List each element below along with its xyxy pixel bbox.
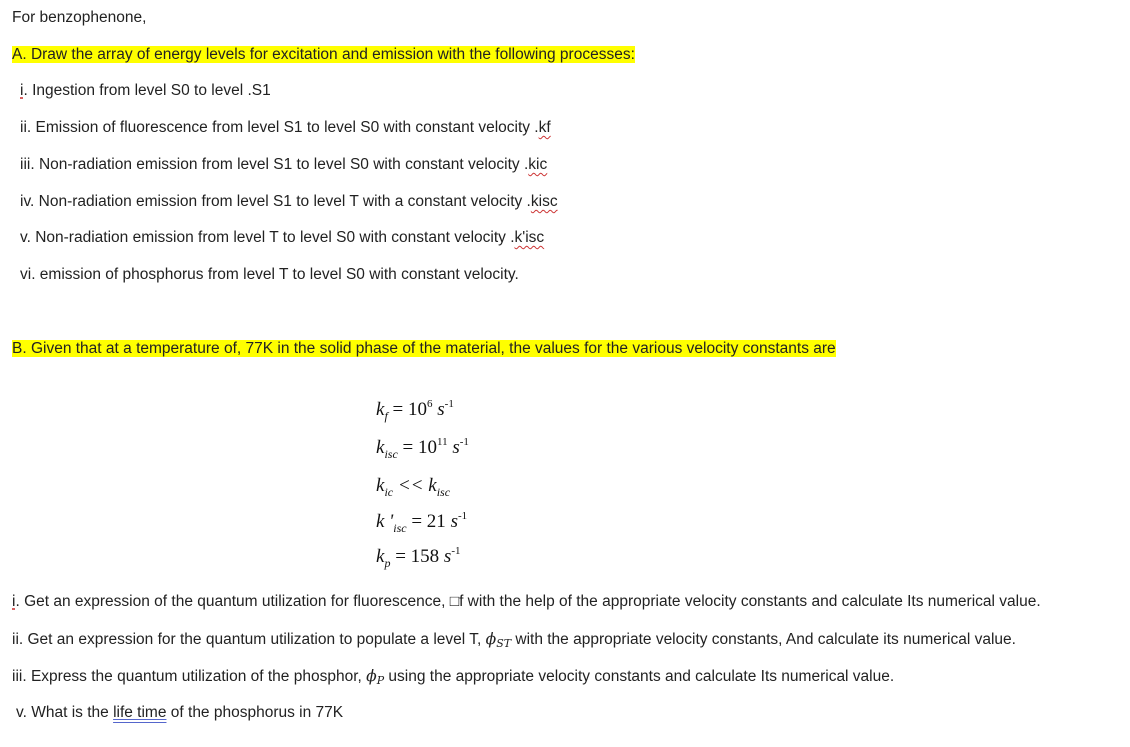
item-3-constant: kic xyxy=(528,156,548,173)
item-1-marker: i xyxy=(20,82,24,99)
question-1-marker: i xyxy=(12,593,16,610)
part-a-item-3 xyxy=(20,155,547,175)
eq-exp: 6 xyxy=(427,398,433,410)
part-a-heading xyxy=(12,45,635,65)
eq-rel: = 21 xyxy=(411,511,446,532)
equation-kprime-isc xyxy=(376,511,467,535)
phi-p-subscript: P xyxy=(376,674,385,687)
eq-sub: ic xyxy=(384,485,394,499)
eq-sub: isc xyxy=(384,447,398,461)
phi-st-subscript: ST xyxy=(496,637,512,650)
question-3-text: iii. Express the quantum utilization of the phosphor, xyxy=(12,668,367,685)
phi-st-symbol: ϕ xyxy=(485,630,497,648)
item-6-text: vi. emission of phosphorus from level T to level S0 with constant velocity. xyxy=(20,266,519,283)
phi-f-symbol: □f xyxy=(449,593,464,610)
eq-rel: << k xyxy=(397,475,437,496)
eq-unit-exp: -1 xyxy=(459,436,469,448)
eq-sub: f xyxy=(384,409,388,423)
question-5-text: v. What is the xyxy=(16,704,114,721)
part-a-item-1 xyxy=(20,81,271,101)
question-2-text-end: with the appropriate velocity constants, And calculate its numerical value. xyxy=(511,631,1016,648)
eq-unit: s xyxy=(452,437,460,458)
intro-line: For benzophenone, xyxy=(12,9,147,26)
eq-unit-exp: -1 xyxy=(444,398,454,410)
eq-k: k xyxy=(376,546,385,567)
question-5-text-end: of the phosphorus in 77K xyxy=(166,704,344,721)
item-3-text: iii. Non-radiation emission from level S1 to level S0 with constant velocity . xyxy=(20,156,529,173)
eq-k: k xyxy=(376,437,385,458)
item-4-constant: kisc xyxy=(530,193,558,210)
eq-k: k xyxy=(376,399,385,420)
part-b-heading xyxy=(12,339,836,359)
question-3 xyxy=(12,666,894,688)
question-5 xyxy=(16,703,343,723)
question-3-text-end: using the appropriate velocity constants and calculate Its numerical value. xyxy=(384,668,895,685)
equation-kp xyxy=(376,546,460,570)
eq-unit-exp: -1 xyxy=(451,545,461,557)
eq-k: k ' xyxy=(376,511,394,532)
part-a-item-4 xyxy=(20,192,558,212)
eq-unit: s xyxy=(450,511,458,532)
phi-p-symbol: ϕ xyxy=(366,667,377,685)
eq-unit-exp: -1 xyxy=(457,510,468,522)
eq-exp: 11 xyxy=(437,436,448,448)
part-a-item-2 xyxy=(20,118,551,138)
eq-unit: s xyxy=(437,399,445,420)
question-1-text: . Get an expression of the quantum utilization for fluorescence, xyxy=(15,593,450,610)
item-1-text: . Ingestion from level S0 to level .S1 xyxy=(23,82,271,99)
eq-sub: isc xyxy=(393,521,407,535)
item-2-text: ii. Emission of fluorescence from level S1 to level S0 with constant velocity . xyxy=(20,119,539,136)
eq-rel: = 10 xyxy=(402,437,437,458)
equation-kic xyxy=(376,475,450,498)
part-b-heading-text: B. Given that at a temperature of, 77K in the solid phase of the material, the values for the various velocity constants are xyxy=(12,340,836,357)
part-a-item-5 xyxy=(20,228,544,248)
question-1 xyxy=(12,592,1041,612)
item-5-text: v. Non-radiation emission from level T to level S0 with constant velocity . xyxy=(20,229,515,246)
item-4-text: iv. Non-radiation emission from level S1 to level T with a constant velocity . xyxy=(20,193,531,210)
item-5-constant: k'isc xyxy=(514,229,545,246)
eq-rhs-sub: isc xyxy=(436,485,451,499)
life-time-term: life time xyxy=(113,704,167,721)
part-a-item-6 xyxy=(20,265,519,285)
question-2 xyxy=(12,629,1016,651)
question-1-text-end: with the help of the appropriate velocity constants and calculate Its numerical value. xyxy=(463,593,1041,610)
eq-rel: = 10 xyxy=(392,399,427,420)
equation-kisc xyxy=(376,437,469,461)
part-a-heading-text: A. Draw the array of energy levels for excitation and emission with the following processes: xyxy=(12,46,635,63)
item-2-constant: kf xyxy=(538,119,551,136)
eq-rel: = 158 xyxy=(395,546,440,567)
eq-unit: s xyxy=(443,546,452,567)
question-2-text: ii. Get an expression for the quantum utilization to populate a level T, xyxy=(12,631,486,648)
eq-k: k xyxy=(376,475,385,496)
equation-kf xyxy=(376,399,454,423)
eq-sub: p xyxy=(384,556,391,570)
